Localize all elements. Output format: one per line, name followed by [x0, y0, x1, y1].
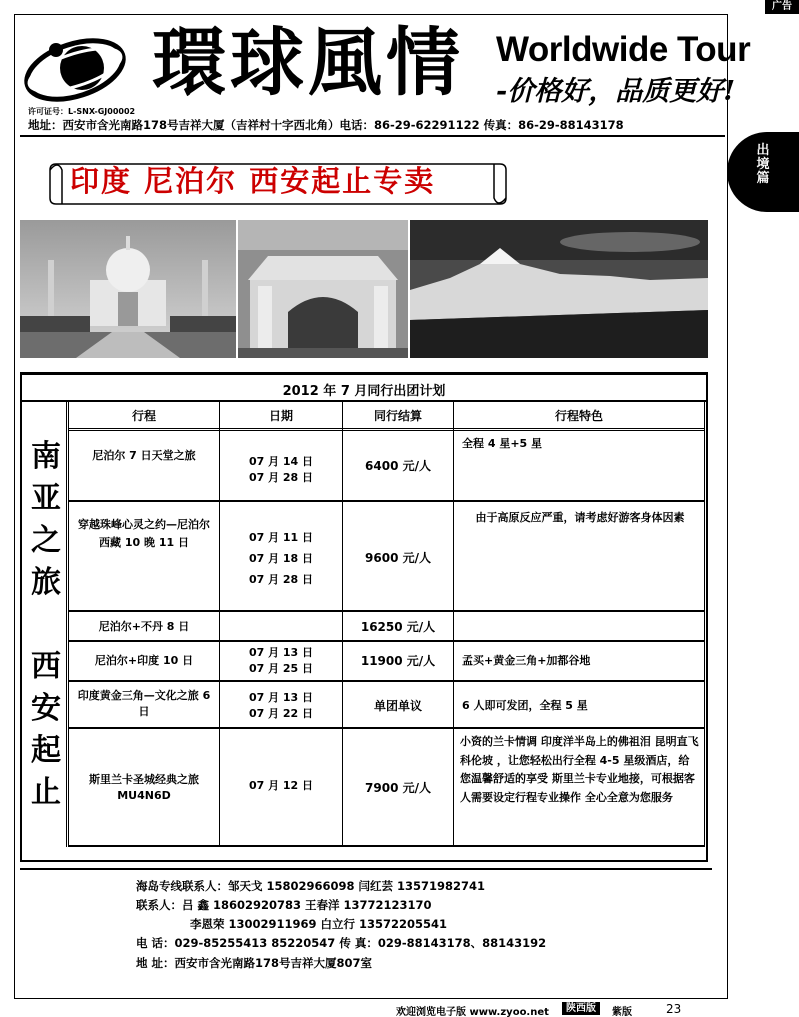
price-cell: 11900 元/人 [360, 654, 436, 668]
table-rule [68, 680, 704, 682]
col-header-price: 同行结算 [373, 409, 422, 423]
date-cell: 07 月 28 日 [248, 471, 314, 484]
contact-address: 地 址：西安市含光南路178号吉祥大厦807室 [136, 956, 373, 970]
table-rule [68, 500, 704, 502]
date-cell: 07 月 18 日 [248, 552, 314, 565]
page-number: 23 [666, 1002, 682, 1016]
side-label-char: 亚 [31, 481, 61, 516]
col-header-feature: 行程特色 [554, 409, 603, 423]
table-rule [66, 402, 67, 847]
section-tab-char: 境 [756, 157, 770, 172]
side-label-char: 旅 [31, 565, 61, 600]
taj-mahal-photo [20, 220, 236, 358]
company-address: 地址：西安市含光南路178号吉祥大厦（吉祥村十字西北角）电话：86-29-62291122 传真：86-29-88143178 [28, 118, 624, 132]
date-cell: 07 月 12 日 [248, 779, 314, 792]
contact-phone: 电 话：029-85255413 85220547 传 真：029-88143178、88143192 [136, 936, 547, 950]
table-rule [68, 402, 69, 847]
ad-tag: 广告 [765, 0, 799, 14]
brand-name-cn: 環球風情 [152, 20, 464, 106]
price-cell: 6400 元/人 [365, 459, 431, 473]
date-cell: 07 月 22 日 [248, 707, 314, 720]
contact-line: 海岛专线联系人：邹天戈 15802966098 闫红芸 13571982741 [136, 879, 486, 893]
table-rule [22, 374, 706, 375]
contact-line: 李恩荣 13002911969 白立行 13572205541 [190, 917, 448, 931]
footer-welcome: 欢迎浏览电子版 www.zyoo.net [396, 1007, 549, 1017]
table-rule [68, 610, 704, 612]
side-label-xian [26, 646, 66, 814]
table-rule [68, 640, 704, 642]
section-tab-char: 篇 [756, 171, 770, 186]
date-cell: 07 月 11 日 [248, 531, 314, 544]
price-cell: 单团单议 [373, 699, 422, 713]
table-rule [68, 430, 704, 431]
table-rule [68, 428, 704, 429]
route-cell: 尼泊尔+印度 10 日 [94, 654, 194, 667]
feature-cell: 孟买+黄金三角+加都谷地 [462, 654, 591, 667]
himalaya-photo [410, 220, 708, 358]
feature-cell: 小资的兰卡情调 印度洋半岛上的佛祖泪 昆明直飞科伦坡 ，让您轻松出行全程 4-5 星级酒店，给您温馨舒适的享受 斯里兰卡专业地接，可根据客人需要设定行程专业操作 全心全意为您服务 [460, 735, 699, 804]
header-divider [20, 135, 725, 137]
table-rule [68, 727, 704, 729]
price-cell: 9600 元/人 [365, 551, 431, 565]
table-rule [22, 400, 706, 402]
date-cell: 07 月 14 日 [248, 455, 314, 468]
route-cell: 印度黄金三角—文化之旅 6 日 [77, 689, 211, 718]
date-cell: 07 月 13 日 [248, 646, 314, 659]
brand-slogan: -价格好，品质更好! [496, 76, 736, 107]
col-header-route: 行程 [131, 409, 156, 423]
brand-name-en: Worldwide Tour [496, 30, 751, 69]
feature-cell: 由于高原反应严重，请考虑好游客身体因素 [475, 511, 685, 524]
col-header-date: 日期 [268, 409, 293, 423]
section-tab [727, 132, 799, 212]
banner-title: 印度 尼泊尔 西安起止专卖 [70, 164, 436, 198]
footer-edition-box: 陕西版 [562, 1002, 600, 1015]
contact-line: 联系人：吕 鑫 18602920783 王春洋 13772123170 [136, 898, 432, 912]
contacts-divider [20, 868, 712, 870]
side-label-char: 之 [31, 523, 61, 558]
table-rule [453, 402, 454, 847]
schedule-title: 2012 年 7 月同行出团计划 [282, 384, 446, 399]
table-rule [704, 402, 705, 847]
date-cell: 07 月 25 日 [248, 662, 314, 675]
route-cell: 尼泊尔 7 日天堂之旅 [92, 449, 196, 462]
globe-logo-icon [22, 30, 128, 110]
frame-bottom [14, 998, 728, 999]
feature-cell: 全程 4 星+5 星 [462, 437, 543, 450]
side-label-char: 西 [31, 649, 61, 684]
frame-left [14, 14, 15, 999]
table-rule [68, 845, 704, 847]
price-cell: 16250 元/人 [360, 620, 436, 634]
footer-edition: 紫版 [612, 1007, 632, 1017]
frame-top [14, 14, 728, 15]
side-label-char: 止 [31, 775, 61, 810]
section-tab-char: 出 [756, 143, 770, 158]
date-cell: 07 月 13 日 [248, 691, 314, 704]
date-cell: 07 月 28 日 [248, 573, 314, 586]
route-cell: 尼泊尔+不丹 8 日 [98, 620, 190, 633]
side-label-char: 起 [31, 733, 61, 768]
side-label-char: 南 [31, 439, 61, 474]
route-cell: 穿越珠峰心灵之约—尼泊尔西藏 10 晚 11 日 [78, 518, 210, 549]
temple-photo [238, 220, 408, 358]
feature-cell: 6 人即可发团，全程 5 星 [462, 699, 588, 712]
side-label-char: 安 [31, 691, 61, 726]
side-label-south-asia [26, 436, 66, 604]
price-cell: 7900 元/人 [365, 781, 431, 795]
route-cell: 斯里兰卡圣城经典之旅 MU4N6D [89, 773, 199, 802]
license-number: 许可证号：L-SNX-GJ00002 [28, 107, 136, 116]
